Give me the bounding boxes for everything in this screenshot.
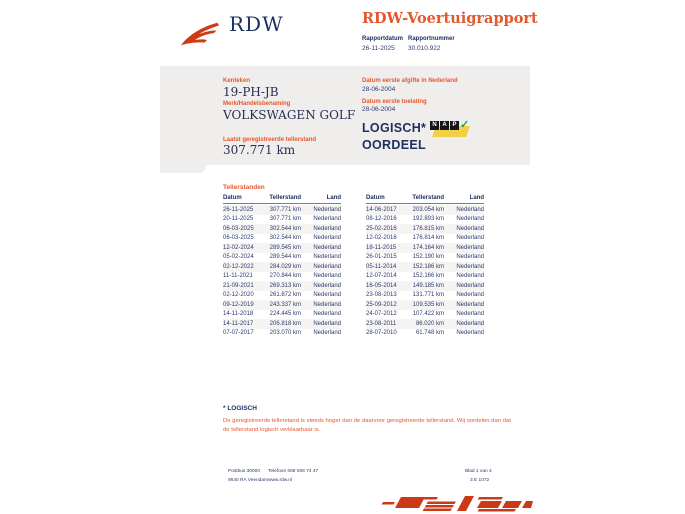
- row-land: Nederland: [313, 206, 341, 213]
- row-datum: 11-11-2021: [223, 273, 253, 280]
- row-land: Nederland: [313, 244, 341, 251]
- table-row: [223, 281, 341, 291]
- footer-address-line1: Postbus 30000: [228, 469, 261, 474]
- row-datum: 05-02-2024: [223, 254, 254, 261]
- row-tellerstand: 284.029 km: [269, 263, 301, 270]
- row-tellerstand: 61.748 km: [415, 330, 444, 337]
- table-row: [223, 300, 341, 310]
- row-tellerstand: 152.166 km: [412, 273, 444, 280]
- row-tellerstand: 203.054 km: [412, 206, 444, 213]
- kenteken-label: Kenteken: [223, 78, 251, 84]
- table-row: [223, 224, 341, 234]
- row-tellerstand: 174.164 km: [412, 244, 444, 251]
- row-tellerstand: 307.771 km: [269, 216, 301, 223]
- row-land: Nederland: [313, 273, 341, 280]
- footer-contact: [268, 467, 318, 485]
- header-land: Land: [469, 195, 484, 201]
- row-land: Nederland: [313, 292, 341, 299]
- row-datum: 20-11-2025: [223, 216, 254, 223]
- row-land: Nederland: [313, 235, 341, 242]
- row-tellerstand: 261.872 km: [269, 292, 301, 299]
- row-land: Nederland: [456, 292, 484, 299]
- footer-phone: Telefoon 088 008 74 47: [268, 469, 319, 474]
- row-land: Nederland: [456, 225, 484, 232]
- table-row: [223, 291, 341, 301]
- row-land: Nederland: [456, 254, 484, 261]
- row-tellerstand: 302.544 km: [269, 225, 301, 232]
- merk-value: VOLKSWAGEN GOLF: [223, 107, 356, 122]
- rapportnummer-value: 30.010.922: [408, 44, 441, 52]
- nap-check-icon: ✓: [460, 119, 470, 131]
- row-datum: 25-09-2012: [366, 301, 397, 308]
- table-row: [366, 262, 484, 272]
- row-datum: 26-11-2025: [223, 206, 254, 213]
- row-datum: 18-11-2015: [366, 244, 397, 251]
- table-row: [223, 319, 341, 329]
- row-land: Nederland: [313, 216, 341, 223]
- row-tellerstand: 269.313 km: [269, 282, 301, 289]
- row-tellerstand: 152.186 km: [412, 263, 444, 270]
- row-land: Nederland: [313, 330, 341, 337]
- row-land: Nederland: [456, 235, 484, 242]
- rapportnummer-label: Rapportnummer: [408, 36, 455, 42]
- row-land: Nederland: [313, 320, 341, 327]
- row-tellerstand: 176.815 km: [412, 225, 444, 232]
- tellerstand-value: 307.771 km: [223, 143, 296, 157]
- row-land: Nederland: [313, 301, 341, 308]
- row-land: Nederland: [313, 311, 341, 318]
- row-tellerstand: 270.844 km: [269, 273, 301, 280]
- row-land: Nederland: [456, 244, 484, 251]
- merk-label: Merk/Handelsbenaming: [223, 101, 291, 107]
- rdw-feather-icon: [178, 21, 222, 47]
- table-row: [366, 291, 484, 301]
- logisch-heading: * LOGISCH: [223, 405, 257, 412]
- row-land: Nederland: [456, 301, 484, 308]
- table-row: [223, 262, 341, 272]
- row-datum: 02-12-2020: [223, 292, 254, 299]
- rapportdatum: [362, 36, 408, 52]
- logisch-body: De geregistreerde tellerstand is steeds hoger dan de daarvoor geregistreerde tellerstand. Wij oordelen dan dat de tellerstand logisch verklaarbaar is.: [223, 418, 511, 433]
- row-land: Nederland: [313, 263, 341, 270]
- header-datum: Datum: [223, 195, 242, 201]
- vehicle-summary-panel-tab: [160, 165, 206, 173]
- table-row: [366, 272, 484, 282]
- tellerstanden-title: Tellerstanden: [223, 184, 265, 191]
- row-land: Nederland: [456, 311, 484, 318]
- row-tellerstand: 302.544 km: [269, 235, 301, 242]
- row-tellerstand: 206.818 km: [269, 320, 301, 327]
- header-tellerstand: Tellerstand: [412, 195, 444, 201]
- table-row: [223, 205, 341, 215]
- table-row: [223, 329, 341, 339]
- footer-address-line2: 9640 RA Veendam: [228, 478, 269, 483]
- row-land: Nederland: [456, 273, 484, 280]
- afgifte-value: 28-06-2004: [362, 85, 396, 93]
- row-land: Nederland: [456, 330, 484, 337]
- vehicle-summary-left: [223, 78, 355, 160]
- footer-address: [228, 467, 268, 485]
- oordeel-line2: OORDEEL: [362, 137, 426, 152]
- table-body: [366, 205, 484, 338]
- row-datum: 14-06-2017: [366, 206, 397, 213]
- table-row: [223, 215, 341, 225]
- table-row: [366, 215, 484, 225]
- row-tellerstand: 203.070 km: [269, 330, 301, 337]
- table-header: [223, 195, 341, 204]
- footer-page-info: [465, 467, 492, 485]
- row-datum: 23-08-2011: [366, 320, 397, 327]
- oordeel-line1: LOGISCH*: [362, 121, 427, 135]
- row-tellerstand: 149.185 km: [412, 282, 444, 289]
- table-row: [223, 272, 341, 282]
- row-datum: 12-02-2024: [223, 244, 254, 251]
- row-land: Nederland: [456, 216, 484, 223]
- logisch-explanation: [223, 405, 517, 435]
- row-tellerstand: 152.190 km: [412, 254, 444, 261]
- nap-logo: [430, 121, 472, 140]
- rapportnummer: [408, 36, 455, 52]
- rapportdatum-label: Rapportdatum: [362, 36, 403, 42]
- row-tellerstand: 176.814 km: [412, 235, 444, 242]
- table-row: [223, 253, 341, 263]
- row-land: Nederland: [456, 282, 484, 289]
- row-tellerstand: 109.535 km: [412, 301, 444, 308]
- kenteken-value: 19-PH-JB: [223, 84, 279, 99]
- header-tellerstand: Tellerstand: [269, 195, 301, 201]
- row-datum: 12-07-2014: [366, 273, 397, 280]
- brand-wordmark: RDW: [229, 12, 284, 36]
- row-datum: 02-12-2022: [223, 263, 254, 270]
- row-datum: 25-02-2016: [366, 225, 397, 232]
- row-datum: 16-05-2014: [366, 282, 397, 289]
- rdw-brand: [178, 14, 284, 47]
- table-body: [223, 205, 341, 338]
- table-row: [223, 310, 341, 320]
- tellerstanden-table-right: [366, 195, 484, 338]
- row-land: Nederland: [313, 282, 341, 289]
- row-datum: 07-07-2017: [223, 330, 254, 337]
- row-datum: 14-11-2018: [223, 311, 254, 318]
- report-title: RDW-Voertuigrapport: [362, 10, 538, 27]
- footer-form-code: 3 E 1072: [470, 478, 490, 483]
- row-datum: 12-02-2016: [366, 235, 397, 242]
- footer-website: www.rdw.nl: [268, 478, 292, 483]
- nap-letter-p: P: [450, 121, 459, 130]
- table-row: [366, 329, 484, 339]
- row-tellerstand: 131.771 km: [412, 292, 444, 299]
- row-tellerstand: 224.445 km: [269, 311, 301, 318]
- row-datum: 14-11-2017: [223, 320, 254, 327]
- table-row: [223, 243, 341, 253]
- row-datum: 21-09-2021: [223, 282, 254, 289]
- row-land: Nederland: [456, 263, 484, 270]
- nap-letter-a: A: [440, 121, 449, 130]
- row-datum: 05-11-2014: [366, 263, 397, 270]
- vehicle-summary-right: [362, 78, 458, 153]
- row-datum: 26-01-2015: [366, 254, 397, 261]
- table-row: [366, 300, 484, 310]
- footer-page-number: Blad 1 van 4: [465, 469, 492, 474]
- row-tellerstand: 107.422 km: [412, 311, 444, 318]
- table-header: [366, 195, 484, 204]
- table-row: [366, 281, 484, 291]
- row-tellerstand: 192.893 km: [412, 216, 444, 223]
- row-datum: 09-12-2019: [223, 301, 254, 308]
- table-row: [366, 224, 484, 234]
- row-datum: 23-08-2013: [366, 292, 397, 299]
- row-land: Nederland: [456, 320, 484, 327]
- row-tellerstand: 289.545 km: [269, 244, 301, 251]
- table-row: [366, 234, 484, 244]
- row-tellerstand: 243.337 km: [269, 301, 301, 308]
- row-datum: 28-07-2010: [366, 330, 397, 337]
- header-datum: Datum: [366, 195, 385, 201]
- row-datum: 08-12-2016: [366, 216, 397, 223]
- toelating-label: Datum eerste toelating: [362, 98, 427, 105]
- table-row: [366, 205, 484, 215]
- table-row: [366, 310, 484, 320]
- row-tellerstand: 86.020 km: [415, 320, 444, 327]
- row-tellerstand: 289.544 km: [269, 254, 301, 261]
- nap-letter-n: N: [430, 121, 439, 130]
- tellerstand-label: Laatst geregistreerde tellerstand: [223, 136, 317, 143]
- row-land: Nederland: [313, 225, 341, 232]
- table-row: [366, 319, 484, 329]
- row-land: Nederland: [313, 254, 341, 261]
- report-meta: [362, 36, 455, 52]
- afgifte-label: Datum eerste afgifte in Nederland: [362, 78, 458, 84]
- row-datum: 06-03-2025: [223, 235, 254, 242]
- rdw-footer-art-icon: [375, 493, 533, 513]
- table-row: [366, 243, 484, 253]
- row-datum: 06-03-2025: [223, 225, 254, 232]
- tellerstanden-table-left: [223, 195, 341, 338]
- rapportdatum-value: 26-11-2025: [362, 44, 395, 52]
- toelating-value: 28-06-2004: [362, 106, 396, 113]
- row-datum: 24-07-2012: [366, 311, 397, 318]
- row-land: Nederland: [456, 206, 484, 213]
- row-tellerstand: 307.771 km: [269, 206, 301, 213]
- table-row: [366, 253, 484, 263]
- header-land: Land: [326, 195, 341, 201]
- table-row: [223, 234, 341, 244]
